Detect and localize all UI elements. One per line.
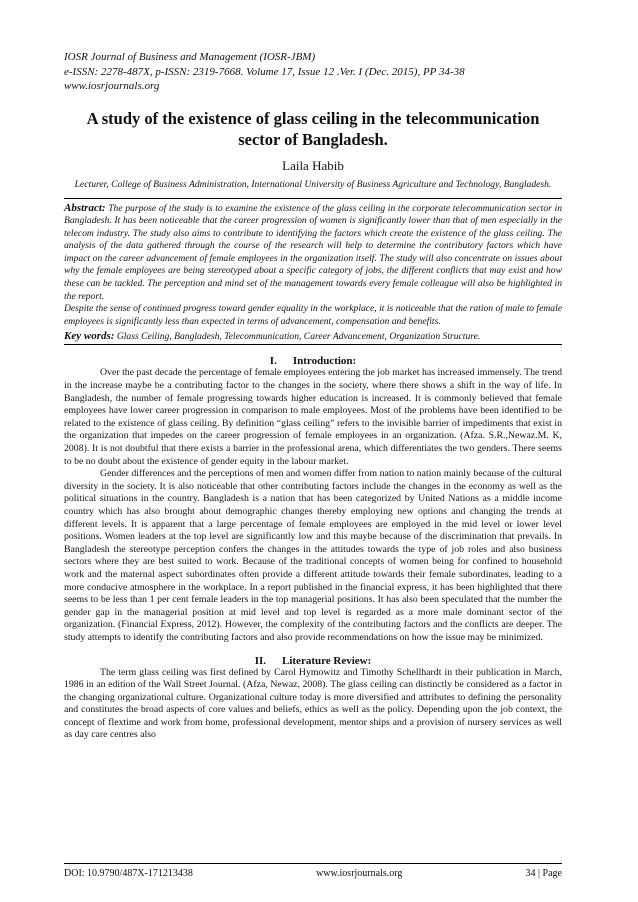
page-footer: [64, 863, 562, 879]
journal-header: [64, 50, 562, 94]
footer-page-number: 34 | Page: [525, 868, 562, 879]
keywords-text: Glass Ceiling, Bangladesh, Telecommunication, Career Advancement, Organization Structure.: [114, 331, 481, 343]
section-body-literature-review: [64, 667, 562, 743]
paper-page: [64, 50, 562, 742]
abstract-divider: [64, 198, 562, 199]
abstract-text: The purpose of the study is to examine the existence of the glass ceiling in the corporate telecommunication sector in Bangladesh. It has been noticeable that the career progression of women is significantly lower than that of men especially in the telecom industry. The study also aims to contribute to identifying the factors which create the existence of the glass ceiling. The analysis of the data gathered through the course of the research will help to determine the contributory factors which have impact on the career advancement of female employees in the organization itself. The study will also concentrate on issues about why the female employees are being stereotyped about a specific category of jobs, the different conflicts that may exist and how these can be tackled. The perception and mind set of the management towards every female colleague will also be highlighted in the report.: [64, 202, 562, 302]
body-paragraph: Over the past decade the percentage of female employees entering the job market has increased immensely. The trend in the increase maybe be a contributing factor to the changes in the society, where there shows a shift in the way of life. In Bangladesh, the number of female progressing towards higher education is increased. It is commonly believed that female employees have lower career progression in comparison to male employees. Most of the problems have been identified to be related to the existence of glass ceiling. By definition “glass ceiling” refers to the invisible barrier of impediments that exist in the organization that impedes on the career progression of female employees in an organization. (Afza. S.R.,Newaz.M. K, 2008). It is not doubtful that there exists a barrier in the professional arena, which differentiates the two genders. There seems to be no doubt about the existence of gender equity in the labour market.: [64, 367, 562, 467]
keywords-divider: [64, 344, 562, 345]
journal-issn: e-ISSN: 2278-487X, p-ISSN: 2319-7668. Volume 17, Issue 12 .Ver. I (Dec. 2015), PP 34-38: [64, 65, 465, 78]
section-body-introduction: [64, 367, 562, 644]
abstract-label: Abstract:: [64, 201, 106, 214]
footer-site[interactable]: www.iosrjournals.org: [316, 868, 403, 879]
author-affiliation: Lecturer, College of Business Administration, International University of Business Agriculture and Technology, Bangladesh.: [74, 178, 552, 190]
abstract-paragraph-2: Despite the sense of continued progress toward gender equality in the workplace, it is noticeable that the ration of male to female employees is significantly less than expected in terms of advancement, compensation and benefits.: [64, 303, 562, 327]
author-name: Laila Habib: [282, 157, 344, 173]
body-paragraph: The term glass ceiling was first defined by Carol Hymowitz and Timothy Schellhardt in their publication in March, 1986 in an edition of the Wall Street Journal. (Afza, Newaz, 2008). The glass ceiling can distinctly be considered as a factor in the changing organizational culture. Organizational culture today is more diversified and attributes to defining the personality and constitutes the broad aspects of core values and beliefs, ethics as well as the policy. Depending upon the job context, the concept of flextime and work from home, professional development, mentor ships and a provision of nursery services as well as day care centres also: [64, 666, 562, 741]
paper-title: A study of the existence of glass ceiling in the telecommunication sector of Bangladesh.: [86, 108, 540, 149]
keywords: [64, 330, 562, 342]
section-title: Literature Review:: [282, 654, 372, 667]
section-heading-introduction: [64, 355, 562, 367]
abstract-paragraph: [64, 202, 562, 304]
keywords-label: Key words:: [64, 330, 115, 343]
footer-doi: DOI: 10.9790/487X-171213438: [64, 868, 193, 879]
body-paragraph: Gender differences and the perceptions of men and women differ from nation to nation mainly because of the cultural diversity in the society. It is also noticeable that other contributing factors include the changes in the economy as well as the political situations in the country. Bangladesh is a nation that has been categorized by United Nations as a middle income country which has also brought about demographic changes thereby employing new options and changing the trends at different levels. It is apparent that a large percentage of female employees are employed in the mid level or lower level positions. Women leaders at the top level are significantly low and this maybe because of the discrimination that prevails. In Bangladesh the stereotype perception confers the changes in the attitudes towards the type of job roles and also business sectors where they are best suited to work. Because of the traditional concepts of women being for confined to household work and the maternal aspect subordinates often provide a different attitude towards their female subordinates, leading to a more conducive atmosphere in the workplace. In a report published in the financial express, it has been highlighted that there seems to be less than 1 per cent female leaders in the top managerial positions. It has also been speculated that the number the gender gap in the managerial position at mid level and top level is regarded as a more male dominant sector of the organization. (Financial Express, 2012). However, the complexity of the contributing factors and the conflicts are deeper. The study attempts to identify the contributing factors and also provide recommendations on how the issue may be minimized.: [64, 468, 562, 643]
section-number: I.: [269, 355, 277, 368]
journal-url[interactable]: www.iosrjournals.org: [64, 80, 160, 92]
journal-name: IOSR Journal of Business and Management (IOSR-JBM): [64, 51, 316, 63]
section-title: Introduction:: [292, 355, 357, 368]
section-number: II.: [254, 654, 266, 667]
abstract: [64, 202, 562, 329]
section-heading-literature-review: [64, 655, 562, 667]
